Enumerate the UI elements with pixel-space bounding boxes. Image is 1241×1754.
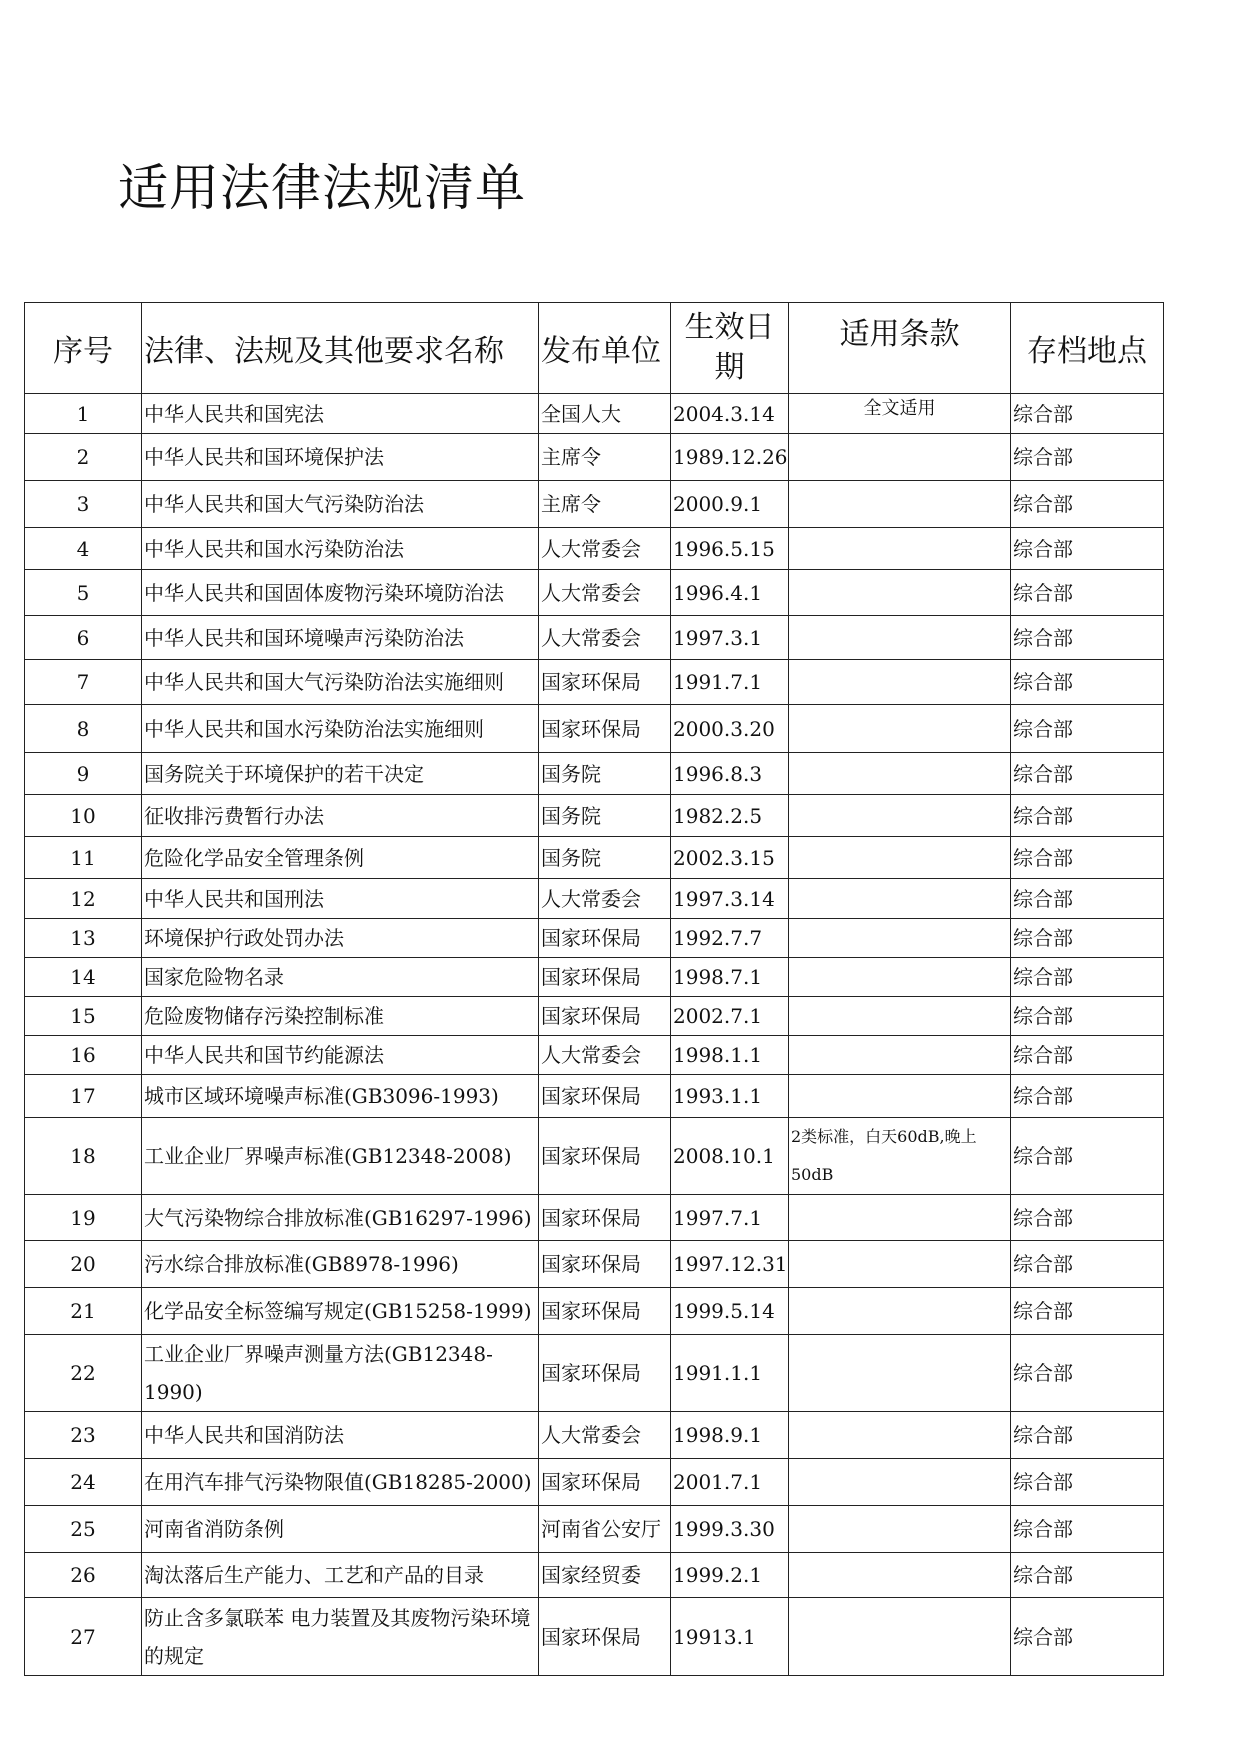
row-clause	[789, 616, 1011, 660]
table-row	[25, 997, 1164, 1036]
table-row	[25, 660, 1164, 705]
row-index: 5	[25, 570, 142, 616]
row-name: 中华人民共和国水污染防治法	[142, 528, 539, 570]
row-clause	[789, 1598, 1011, 1676]
table-row	[25, 1241, 1164, 1288]
row-publisher: 全国人大	[539, 394, 671, 434]
row-clause	[789, 1288, 1011, 1335]
row-publisher: 国家环保局	[539, 1459, 671, 1506]
row-name: 危险化学品安全管理条例	[142, 837, 539, 879]
row-location: 综合部	[1011, 1075, 1164, 1118]
row-clause	[789, 1459, 1011, 1506]
row-name: 防止含多氯联苯 电力装置及其废物污染环境的规定	[142, 1598, 539, 1676]
row-location: 综合部	[1011, 1598, 1164, 1676]
row-effective-date: 19913.1	[671, 1598, 789, 1676]
row-publisher: 人大常委会	[539, 616, 671, 660]
row-clause	[789, 753, 1011, 795]
row-effective-date: 1992.7.7	[671, 919, 789, 958]
row-clause	[789, 528, 1011, 570]
table-row	[25, 1598, 1164, 1676]
table-row	[25, 753, 1164, 795]
row-publisher: 国家经贸委	[539, 1553, 671, 1598]
row-clause	[789, 1412, 1011, 1459]
row-effective-date: 2002.7.1	[671, 997, 789, 1036]
row-location: 综合部	[1011, 394, 1164, 434]
row-name: 化学品安全标签编写规定(GB15258-1999)	[142, 1288, 539, 1335]
row-name: 中华人民共和国大气污染防治法实施细则	[142, 660, 539, 705]
row-effective-date: 2000.3.20	[671, 705, 789, 753]
row-location: 综合部	[1011, 1118, 1164, 1195]
row-publisher: 国家环保局	[539, 1075, 671, 1118]
table-row	[25, 879, 1164, 919]
row-location: 综合部	[1011, 879, 1164, 919]
row-index: 19	[25, 1195, 142, 1241]
row-index: 27	[25, 1598, 142, 1676]
row-publisher: 主席令	[539, 481, 671, 528]
table-row	[25, 1036, 1164, 1075]
regulations-table	[24, 302, 1164, 1676]
row-location: 综合部	[1011, 1412, 1164, 1459]
row-clause	[789, 919, 1011, 958]
row-clause	[789, 1506, 1011, 1553]
row-name: 中华人民共和国环境噪声污染防治法	[142, 616, 539, 660]
row-publisher: 人大常委会	[539, 528, 671, 570]
row-publisher: 人大常委会	[539, 570, 671, 616]
row-name: 大气污染物综合排放标准(GB16297-1996)	[142, 1195, 539, 1241]
table-row	[25, 837, 1164, 879]
table-row	[25, 1075, 1164, 1118]
row-publisher: 国务院	[539, 753, 671, 795]
row-effective-date: 1996.5.15	[671, 528, 789, 570]
row-name: 危险废物储存污染控制标准	[142, 997, 539, 1036]
table-row	[25, 616, 1164, 660]
row-name: 工业企业厂界噪声测量方法(GB12348-1990)	[142, 1335, 539, 1412]
row-index: 3	[25, 481, 142, 528]
row-location: 综合部	[1011, 434, 1164, 481]
row-name: 环境保护行政处罚办法	[142, 919, 539, 958]
row-effective-date: 2000.9.1	[671, 481, 789, 528]
row-effective-date: 1996.8.3	[671, 753, 789, 795]
row-effective-date: 1998.7.1	[671, 958, 789, 997]
row-name: 中华人民共和国水污染防治法实施细则	[142, 705, 539, 753]
table-row	[25, 481, 1164, 528]
row-publisher: 国家环保局	[539, 1118, 671, 1195]
row-location: 综合部	[1011, 1506, 1164, 1553]
table-row	[25, 1195, 1164, 1241]
row-location: 综合部	[1011, 528, 1164, 570]
row-index: 11	[25, 837, 142, 879]
row-index: 25	[25, 1506, 142, 1553]
row-publisher: 国家环保局	[539, 705, 671, 753]
row-location: 综合部	[1011, 1195, 1164, 1241]
row-publisher: 国家环保局	[539, 660, 671, 705]
table-row	[25, 1506, 1164, 1553]
row-effective-date: 1997.3.14	[671, 879, 789, 919]
row-name: 中华人民共和国环境保护法	[142, 434, 539, 481]
row-index: 24	[25, 1459, 142, 1506]
row-index: 21	[25, 1288, 142, 1335]
row-effective-date: 1998.1.1	[671, 1036, 789, 1075]
row-effective-date: 1996.4.1	[671, 570, 789, 616]
table-row	[25, 1553, 1164, 1598]
row-effective-date: 1991.7.1	[671, 660, 789, 705]
row-publisher: 国家环保局	[539, 1241, 671, 1288]
row-location: 综合部	[1011, 1241, 1164, 1288]
row-effective-date: 1982.2.5	[671, 795, 789, 837]
row-index: 18	[25, 1118, 142, 1195]
row-effective-date: 1999.2.1	[671, 1553, 789, 1598]
row-index: 17	[25, 1075, 142, 1118]
row-name: 中华人民共和国消防法	[142, 1412, 539, 1459]
row-clause	[789, 879, 1011, 919]
row-clause: 全文适用	[789, 394, 1011, 434]
row-clause	[789, 570, 1011, 616]
row-clause	[789, 660, 1011, 705]
row-publisher: 河南省公安厅	[539, 1506, 671, 1553]
row-location: 综合部	[1011, 1553, 1164, 1598]
row-location: 综合部	[1011, 958, 1164, 997]
row-index: 4	[25, 528, 142, 570]
row-clause	[789, 434, 1011, 481]
row-publisher: 国家环保局	[539, 1335, 671, 1412]
table-row	[25, 1288, 1164, 1335]
page-title: 适用法律法规清单	[118, 159, 526, 217]
table-row	[25, 919, 1164, 958]
row-clause	[789, 1036, 1011, 1075]
row-location: 综合部	[1011, 660, 1164, 705]
row-name: 河南省消防条例	[142, 1506, 539, 1553]
row-effective-date: 1998.9.1	[671, 1412, 789, 1459]
row-clause	[789, 837, 1011, 879]
row-publisher: 国务院	[539, 795, 671, 837]
row-index: 2	[25, 434, 142, 481]
row-index: 13	[25, 919, 142, 958]
table-row	[25, 1459, 1164, 1506]
row-location: 综合部	[1011, 1288, 1164, 1335]
row-effective-date: 2001.7.1	[671, 1459, 789, 1506]
row-publisher: 国家环保局	[539, 958, 671, 997]
row-clause	[789, 1335, 1011, 1412]
row-location: 综合部	[1011, 753, 1164, 795]
row-location: 综合部	[1011, 795, 1164, 837]
header-clause: 适用条款	[789, 303, 1011, 394]
header-location: 存档地点	[1011, 303, 1164, 394]
table-row	[25, 1335, 1164, 1412]
row-publisher: 人大常委会	[539, 879, 671, 919]
row-effective-date: 1993.1.1	[671, 1075, 789, 1118]
row-effective-date: 1997.12.31	[671, 1241, 789, 1288]
row-index: 15	[25, 997, 142, 1036]
table-row	[25, 795, 1164, 837]
row-location: 综合部	[1011, 705, 1164, 753]
table-row	[25, 528, 1164, 570]
row-effective-date: 1989.12.26	[671, 434, 789, 481]
row-effective-date: 2002.3.15	[671, 837, 789, 879]
table-header-row	[25, 303, 1164, 394]
table-row	[25, 705, 1164, 753]
header-publisher: 发布单位	[539, 303, 671, 394]
header-name: 法律、法规及其他要求名称	[142, 303, 539, 394]
row-name: 中华人民共和国固体废物污染环境防治法	[142, 570, 539, 616]
row-location: 综合部	[1011, 919, 1164, 958]
table-row	[25, 434, 1164, 481]
row-effective-date: 2008.10.1	[671, 1118, 789, 1195]
row-clause	[789, 795, 1011, 837]
row-index: 16	[25, 1036, 142, 1075]
row-name: 中华人民共和国大气污染防治法	[142, 481, 539, 528]
row-publisher: 国务院	[539, 837, 671, 879]
row-clause	[789, 1241, 1011, 1288]
row-name: 中华人民共和国宪法	[142, 394, 539, 434]
header-index: 序号	[25, 303, 142, 394]
row-location: 综合部	[1011, 1036, 1164, 1075]
row-effective-date: 1999.3.30	[671, 1506, 789, 1553]
row-clause	[789, 958, 1011, 997]
row-index: 26	[25, 1553, 142, 1598]
table-row	[25, 394, 1164, 434]
row-publisher: 国家环保局	[539, 997, 671, 1036]
row-index: 14	[25, 958, 142, 997]
row-index: 12	[25, 879, 142, 919]
row-effective-date: 1997.7.1	[671, 1195, 789, 1241]
row-index: 22	[25, 1335, 142, 1412]
row-location: 综合部	[1011, 837, 1164, 879]
row-location: 综合部	[1011, 616, 1164, 660]
row-index: 20	[25, 1241, 142, 1288]
table-row	[25, 1412, 1164, 1459]
row-publisher: 人大常委会	[539, 1036, 671, 1075]
row-name: 工业企业厂界噪声标准(GB12348-2008)	[142, 1118, 539, 1195]
table-row	[25, 570, 1164, 616]
row-name: 中华人民共和国节约能源法	[142, 1036, 539, 1075]
row-location: 综合部	[1011, 481, 1164, 528]
row-location: 综合部	[1011, 997, 1164, 1036]
row-clause	[789, 1195, 1011, 1241]
row-location: 综合部	[1011, 1459, 1164, 1506]
row-name: 污水综合排放标准(GB8978-1996)	[142, 1241, 539, 1288]
row-name: 淘汰落后生产能力、工艺和产品的目录	[142, 1553, 539, 1598]
row-name: 在用汽车排气污染物限值(GB18285-2000)	[142, 1459, 539, 1506]
row-clause	[789, 1075, 1011, 1118]
row-publisher: 国家环保局	[539, 1195, 671, 1241]
row-clause	[789, 481, 1011, 528]
row-effective-date: 1999.5.14	[671, 1288, 789, 1335]
row-name: 征收排污费暂行办法	[142, 795, 539, 837]
row-index: 23	[25, 1412, 142, 1459]
row-name: 城市区域环境噪声标准(GB3096-1993)	[142, 1075, 539, 1118]
row-clause	[789, 997, 1011, 1036]
header-effective-date: 生效日期	[671, 303, 789, 394]
row-clause: 2类标准，白天60dB,晚上50dB	[789, 1118, 1011, 1195]
row-index: 1	[25, 394, 142, 434]
row-effective-date: 2004.3.14	[671, 394, 789, 434]
row-publisher: 国家环保局	[539, 919, 671, 958]
row-name: 国家危险物名录	[142, 958, 539, 997]
row-publisher: 主席令	[539, 434, 671, 481]
row-publisher: 国家环保局	[539, 1598, 671, 1676]
row-publisher: 国家环保局	[539, 1288, 671, 1335]
table-row	[25, 1118, 1164, 1195]
row-index: 6	[25, 616, 142, 660]
row-index: 9	[25, 753, 142, 795]
row-effective-date: 1991.1.1	[671, 1335, 789, 1412]
row-location: 综合部	[1011, 1335, 1164, 1412]
row-effective-date: 1997.3.1	[671, 616, 789, 660]
table-row	[25, 958, 1164, 997]
row-clause	[789, 1553, 1011, 1598]
row-name: 国务院关于环境保护的若干决定	[142, 753, 539, 795]
row-name: 中华人民共和国刑法	[142, 879, 539, 919]
row-publisher: 人大常委会	[539, 1412, 671, 1459]
row-index: 8	[25, 705, 142, 753]
row-index: 10	[25, 795, 142, 837]
row-location: 综合部	[1011, 570, 1164, 616]
row-clause	[789, 705, 1011, 753]
row-index: 7	[25, 660, 142, 705]
